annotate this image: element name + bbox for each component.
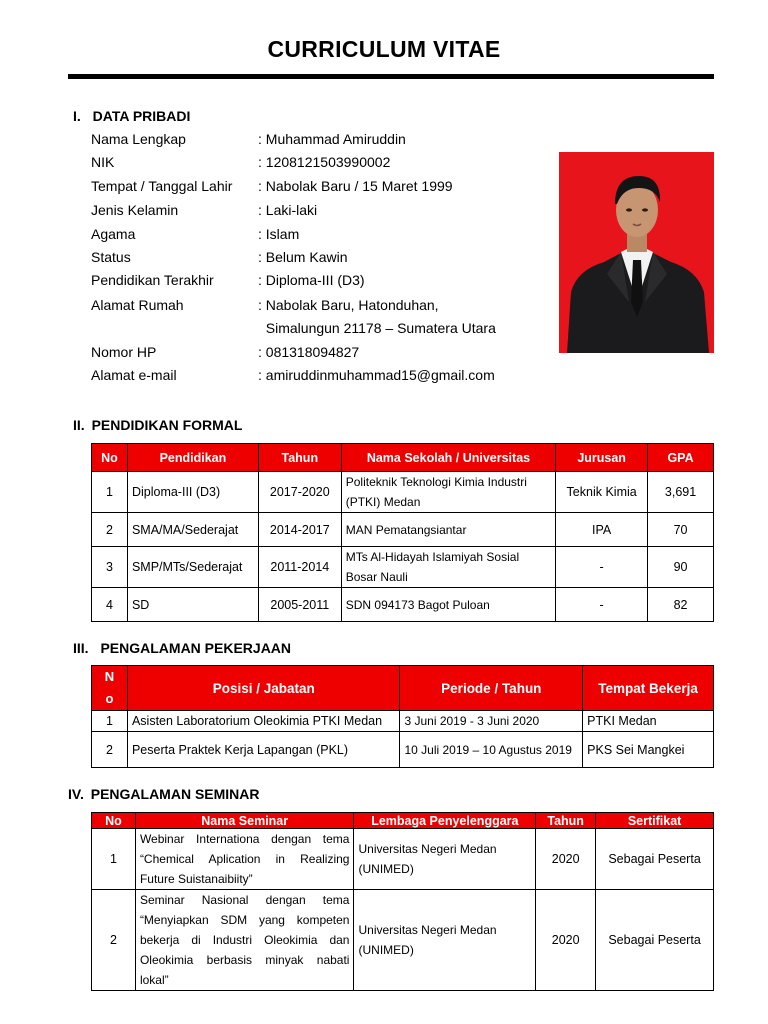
education-cell-major: Teknik Kimia	[556, 472, 648, 513]
section-work-heading	[73, 640, 291, 656]
title-rule	[68, 74, 714, 79]
education-cell-year: 2017-2020	[258, 472, 341, 513]
work-row	[92, 711, 714, 732]
personal-label: Agama	[91, 226, 136, 242]
education-cell-school: MTs Al-Hidayah Islamiyah Sosial Bosar Nauli	[341, 547, 556, 588]
education-header-major: Jurusan	[556, 444, 648, 472]
personal-label: NIK	[91, 154, 115, 170]
work-row	[92, 732, 714, 768]
education-row	[92, 547, 714, 588]
personal-label: Nama Lengkap	[91, 131, 186, 147]
education-row	[92, 472, 714, 513]
education-cell-gpa: 90	[648, 547, 714, 588]
education-cell-gpa: 70	[648, 513, 714, 547]
section-education-heading	[73, 417, 242, 433]
education-header-row	[92, 444, 714, 472]
education-cell-gpa: 82	[648, 588, 714, 622]
section-title: PENGALAMAN SEMINAR	[90, 786, 260, 802]
section-personal-heading	[73, 108, 190, 124]
personal-value: : Laki-laki	[258, 202, 318, 218]
personal-value: : Nabolak Baru, Hatonduhan,	[258, 297, 439, 313]
seminar-cell-certificate: Sebagai Peserta	[596, 829, 714, 890]
education-cell-school: Politeknik Teknologi Kimia Industri (PTKI) Medan	[341, 472, 556, 513]
personal-label: Nomor HP	[91, 344, 157, 360]
education-header-year: Tahun	[258, 444, 341, 472]
seminar-cell-organizer: Universitas Negeri Medan (UNIMED)	[354, 829, 536, 890]
document-title: CURRICULUM VITAE	[267, 36, 501, 62]
education-header-gpa: GPA	[648, 444, 714, 472]
seminar-cell-name: Webinar Internationa dengan tema “Chemical Aplication in Realizing Future Suistanaibiity”	[135, 829, 354, 890]
seminar-cell-no: 1	[92, 829, 136, 890]
education-cell-major: -	[556, 588, 648, 622]
work-cell-no: 1	[92, 711, 128, 732]
personal-label: Alamat e-mail	[91, 367, 177, 383]
work-header-row	[92, 666, 714, 711]
seminar-cell-certificate: Sebagai Peserta	[596, 890, 714, 991]
work-cell-no: 2	[92, 732, 128, 768]
section-title: PENDIDIKAN FORMAL	[91, 417, 243, 433]
seminar-header-year: Tahun	[536, 813, 596, 829]
profile-photo	[559, 152, 714, 353]
personal-value: Simalungun 21178 – Sumatera Utara	[258, 320, 496, 336]
education-row	[92, 513, 714, 547]
work-cell-period: 10 Juli 2019 – 10 Agustus 2019	[400, 732, 583, 768]
seminar-cell-no: 2	[92, 890, 136, 991]
work-cell-period: 3 Juni 2019 - 3 Juni 2020	[400, 711, 583, 732]
education-cell-level: SD	[127, 588, 258, 622]
seminar-header-certificate: Sertifikat	[596, 813, 714, 829]
work-header-place: Tempat Bekerja	[583, 666, 714, 711]
personal-label: Jenis Kelamin	[91, 202, 179, 218]
section-number: I.	[73, 108, 81, 124]
education-cell-level: SMP/MTs/Sederajat	[127, 547, 258, 588]
education-cell-school: SDN 094173 Bagot Puloan	[341, 588, 556, 622]
education-cell-no: 4	[92, 588, 128, 622]
personal-value: : 1208121503990002	[258, 154, 391, 170]
seminar-row	[92, 829, 714, 890]
seminar-cell-year: 2020	[536, 890, 596, 991]
education-cell-school: MAN Pematangsiantar	[341, 513, 556, 547]
education-cell-year: 2014-2017	[258, 513, 341, 547]
education-table	[91, 443, 714, 622]
work-header-position: Posisi / Jabatan	[127, 666, 400, 711]
seminar-header-row	[92, 813, 714, 829]
work-header-no: N o	[92, 666, 128, 711]
personal-value: : Belum Kawin	[258, 249, 348, 265]
seminar-table	[91, 812, 714, 991]
personal-value: : amiruddinmuhammad15@gmail.com	[258, 367, 495, 383]
work-header-period: Periode / Tahun	[400, 666, 583, 711]
work-cell-place: PTKI Medan	[583, 711, 714, 732]
work-cell-position: Peserta Praktek Kerja Lapangan (PKL)	[127, 732, 400, 768]
section-number: IV.	[68, 786, 84, 802]
personal-label: Tempat / Tanggal Lahir	[91, 178, 233, 194]
education-cell-major: IPA	[556, 513, 648, 547]
work-cell-position: Asisten Laboratorium Oleokimia PTKI Medan	[127, 711, 400, 732]
education-cell-no: 2	[92, 513, 128, 547]
seminar-cell-name: Seminar Nasional dengan tema “Menyiapkan SDM yang kompeten bekerja di Industri Oleokimia dan Oleokimia berbasis minyak nabati lokal”	[135, 890, 354, 991]
seminar-row	[92, 890, 714, 991]
seminar-cell-organizer: Universitas Negeri Medan (UNIMED)	[354, 890, 536, 991]
personal-value: : 081318094827	[258, 344, 360, 360]
work-cell-place: PKS Sei Mangkei	[583, 732, 714, 768]
personal-label: Alamat Rumah	[91, 297, 184, 313]
education-cell-gpa: 3,691	[648, 472, 714, 513]
seminar-header-name: Nama Seminar	[135, 813, 354, 829]
education-cell-level: SMA/MA/Sederajat	[127, 513, 258, 547]
personal-value: : Muhammad Amiruddin	[258, 131, 406, 147]
education-cell-year: 2005-2011	[258, 588, 341, 622]
education-header-level: Pendidikan	[127, 444, 258, 472]
work-table	[91, 665, 714, 768]
seminar-header-no: No	[92, 813, 136, 829]
personal-value: : Diploma-III (D3)	[258, 272, 365, 288]
personal-label: Pendidikan Terakhir	[91, 272, 214, 288]
education-header-school: Nama Sekolah / Universitas	[341, 444, 556, 472]
education-row	[92, 588, 714, 622]
seminar-header-organizer: Lembaga Penyelenggara	[354, 813, 536, 829]
personal-label: Status	[91, 249, 131, 265]
section-title: PENGALAMAN PEKERJAAN	[100, 640, 292, 656]
section-number: II.	[73, 417, 85, 433]
education-cell-level: Diploma-III (D3)	[127, 472, 258, 513]
seminar-cell-year: 2020	[536, 829, 596, 890]
personal-value: : Nabolak Baru / 15 Maret 1999	[258, 178, 453, 194]
section-title: DATA PRIBADI	[92, 108, 191, 124]
section-seminar-heading	[68, 786, 260, 802]
education-cell-no: 3	[92, 547, 128, 588]
section-number: III.	[73, 640, 89, 656]
education-cell-year: 2011-2014	[258, 547, 341, 588]
education-header-no: No	[92, 444, 128, 472]
education-cell-no: 1	[92, 472, 128, 513]
personal-value: : Islam	[258, 226, 300, 242]
education-cell-major: -	[556, 547, 648, 588]
